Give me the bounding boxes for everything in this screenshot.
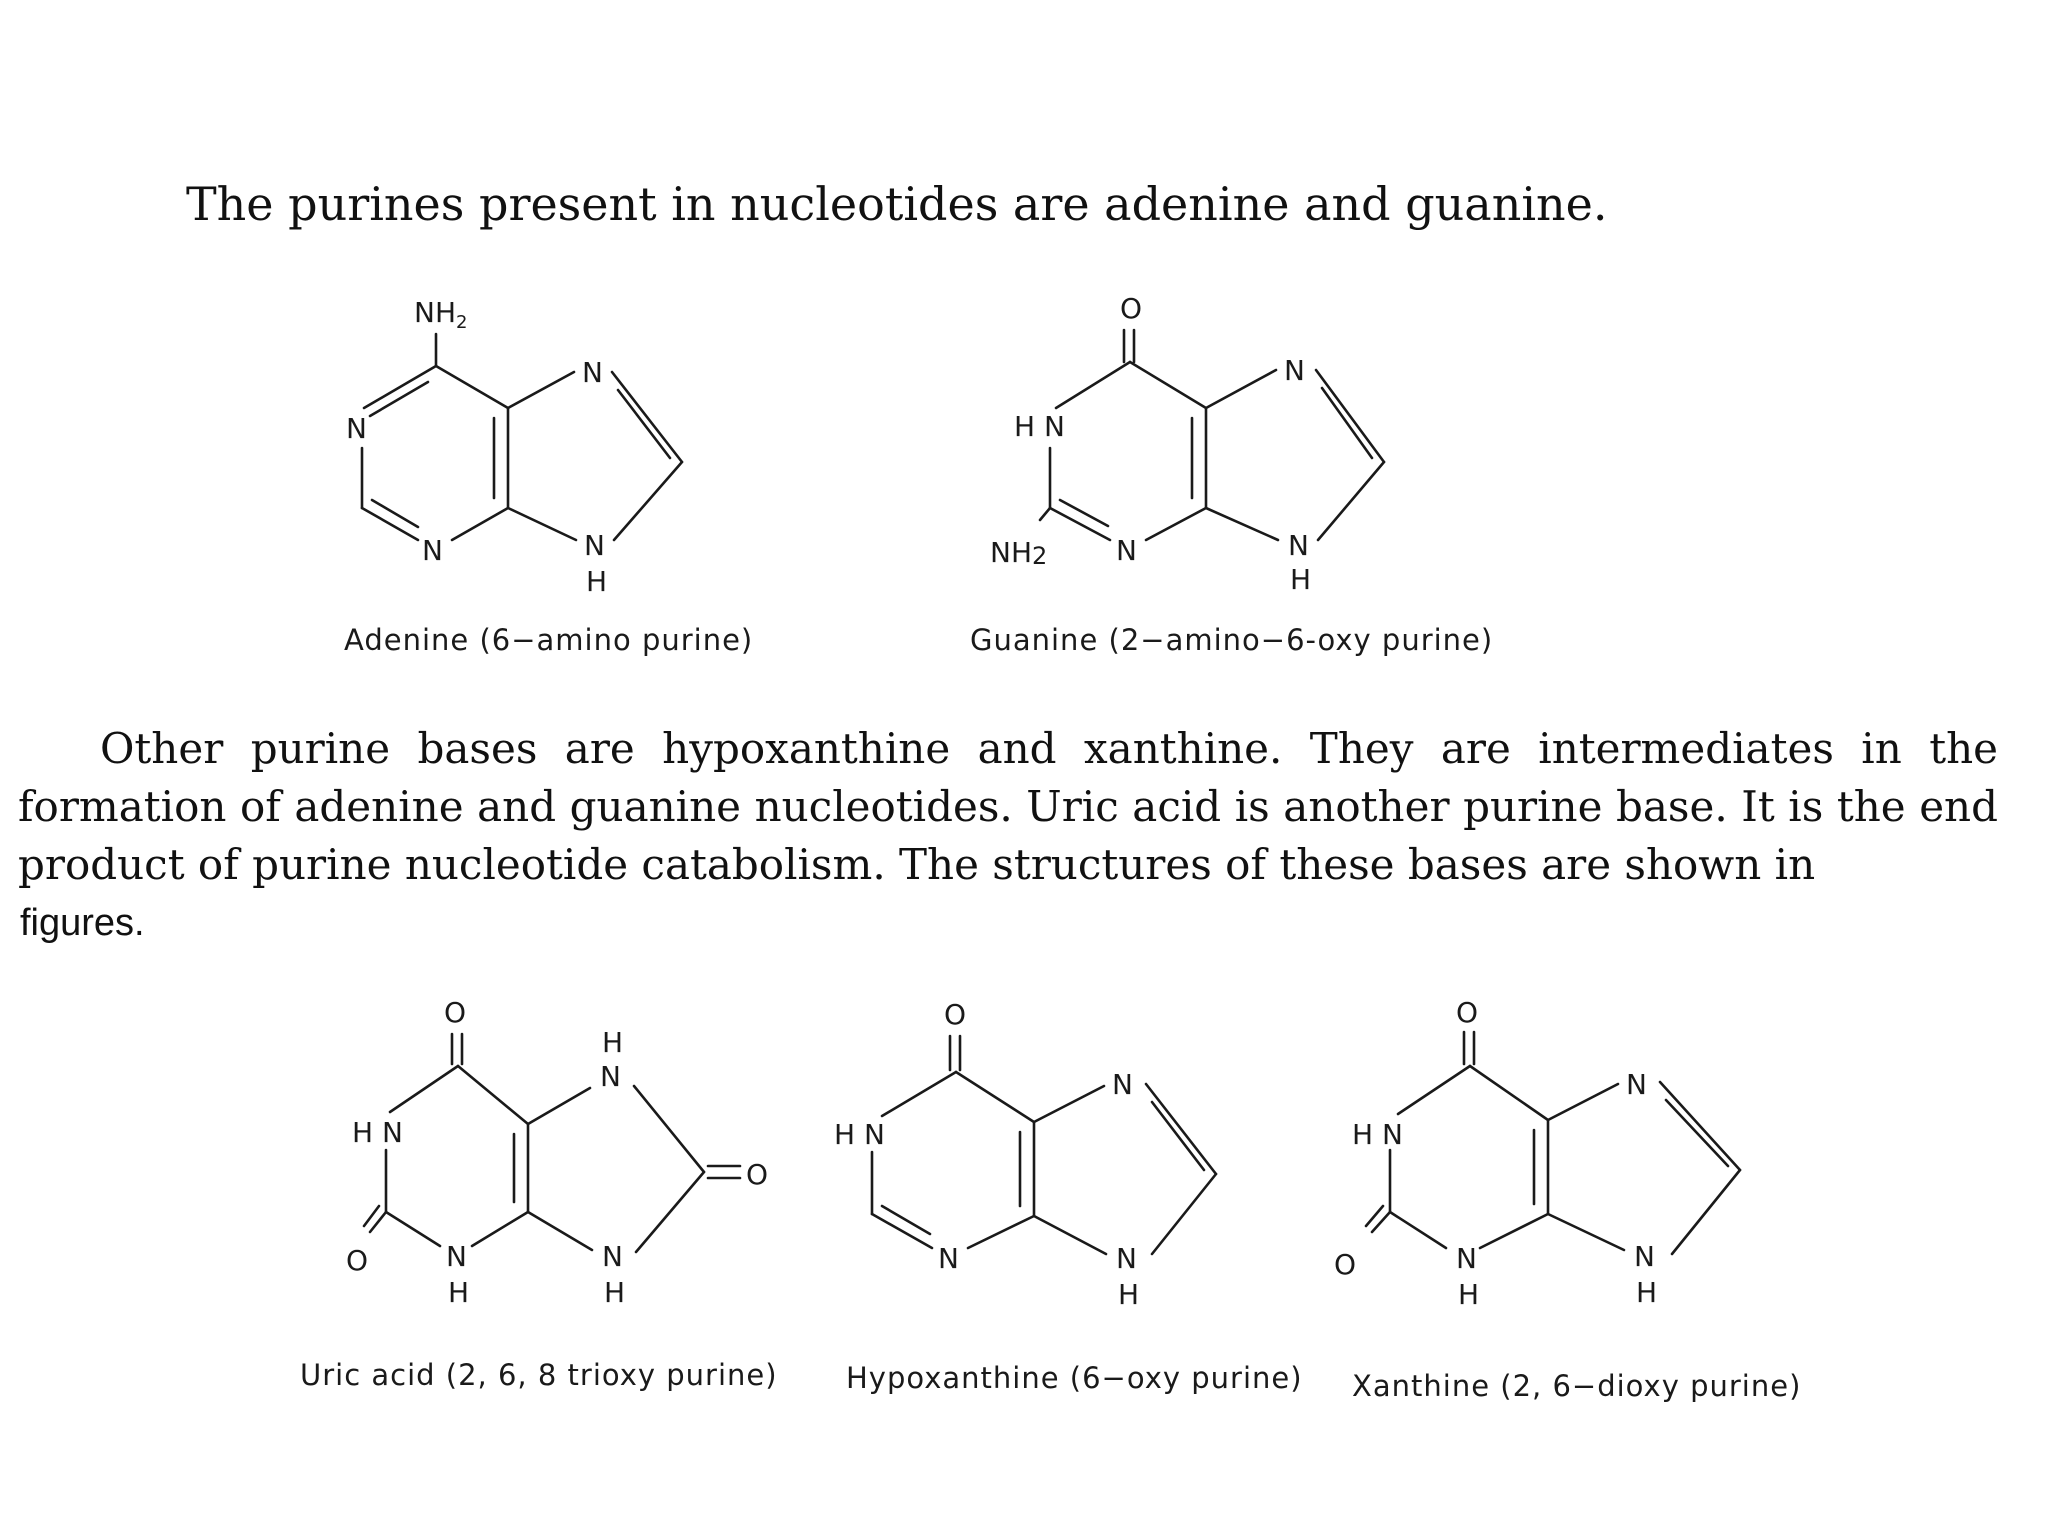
adenine-h9-label: H xyxy=(586,565,608,598)
hypoxanthine-h9-label: H xyxy=(1118,1278,1140,1311)
adenine-nh2-label: $NH_2$ xyxy=(414,296,468,333)
xanthine-o2-label: O xyxy=(1334,1248,1357,1281)
guanine-n7-label: N xyxy=(1284,354,1305,387)
uric-acid-h3-label: H xyxy=(448,1276,470,1309)
uric-acid-o2-label: O xyxy=(346,1244,369,1277)
intro-sentence: The purines present in nucleotides are adenine and guanine. xyxy=(186,177,1608,231)
xanthine-o6-label: O xyxy=(1456,996,1479,1029)
xanthine-h3-label: H xyxy=(1458,1278,1480,1311)
guanine-hn1-label: H N xyxy=(1014,410,1065,443)
adenine-n3-label: N xyxy=(422,534,443,567)
adenine-n1-label: N xyxy=(346,412,367,445)
uric-acid-caption: Uric acid (2, 6, 8 trioxy purine) xyxy=(300,1358,778,1392)
body-paragraph-end: figures. xyxy=(20,902,145,944)
xanthine-n7-label: N xyxy=(1626,1068,1647,1101)
uric-acid-h9-label: H xyxy=(604,1276,626,1309)
uric-acid-hn1-label: H N xyxy=(352,1116,403,1149)
hypoxanthine-o6-label: O xyxy=(944,998,967,1031)
xanthine-h9-label: H xyxy=(1636,1276,1658,1309)
xanthine-n3-label: N xyxy=(1456,1242,1477,1275)
xanthine-n9-label: N xyxy=(1634,1240,1655,1273)
xanthine-caption: Xanthine (2, 6−dioxy purine) xyxy=(1352,1369,1802,1403)
uric-acid-n7-label: N xyxy=(600,1060,621,1093)
adenine-n9-label: N xyxy=(584,529,605,562)
uric-acid-structure xyxy=(300,996,778,1392)
guanine-h9-label: H xyxy=(1290,563,1312,596)
hypoxanthine-structure xyxy=(834,998,1303,1395)
hypoxanthine-caption: Hypoxanthine (6−oxy purine) xyxy=(846,1361,1303,1395)
hypoxanthine-n3-label: N xyxy=(938,1242,959,1275)
xanthine-hn1-label: H N xyxy=(1352,1118,1403,1151)
uric-acid-n9-label: N xyxy=(602,1240,623,1273)
adenine-structure xyxy=(344,296,753,657)
guanine-nh2-label: NH2 xyxy=(990,536,1048,570)
xanthine-structure xyxy=(1334,996,1801,1403)
adenine-n7-label: N xyxy=(582,356,603,389)
uric-acid-o8-label: O xyxy=(746,1158,769,1191)
guanine-n9-label: N xyxy=(1288,529,1309,562)
uric-acid-h7-label: H xyxy=(602,1026,624,1059)
hypoxanthine-hn1-label: H N xyxy=(834,1118,885,1151)
body-paragraph: Other purine bases are hypoxanthine and xanthine. They are intermediates in the formation of adenine and guanine nucleotides. Uric acid is another purine base. It is the end product of purine nucleotide catabolism. The structures of these bases are shown in xyxy=(18,724,1998,889)
guanine-structure xyxy=(970,292,1493,657)
guanine-o6-label: O xyxy=(1120,292,1143,325)
uric-acid-n3-label: N xyxy=(446,1240,467,1273)
guanine-n3-label: N xyxy=(1116,534,1137,567)
adenine-caption: Adenine (6−amino purine) xyxy=(344,623,754,657)
uric-acid-o6-label: O xyxy=(444,996,467,1029)
hypoxanthine-n7-label: N xyxy=(1112,1068,1133,1101)
guanine-caption: Guanine (2−amino−6-oxy purine) xyxy=(970,623,1494,657)
hypoxanthine-n9-label: N xyxy=(1116,1242,1137,1275)
